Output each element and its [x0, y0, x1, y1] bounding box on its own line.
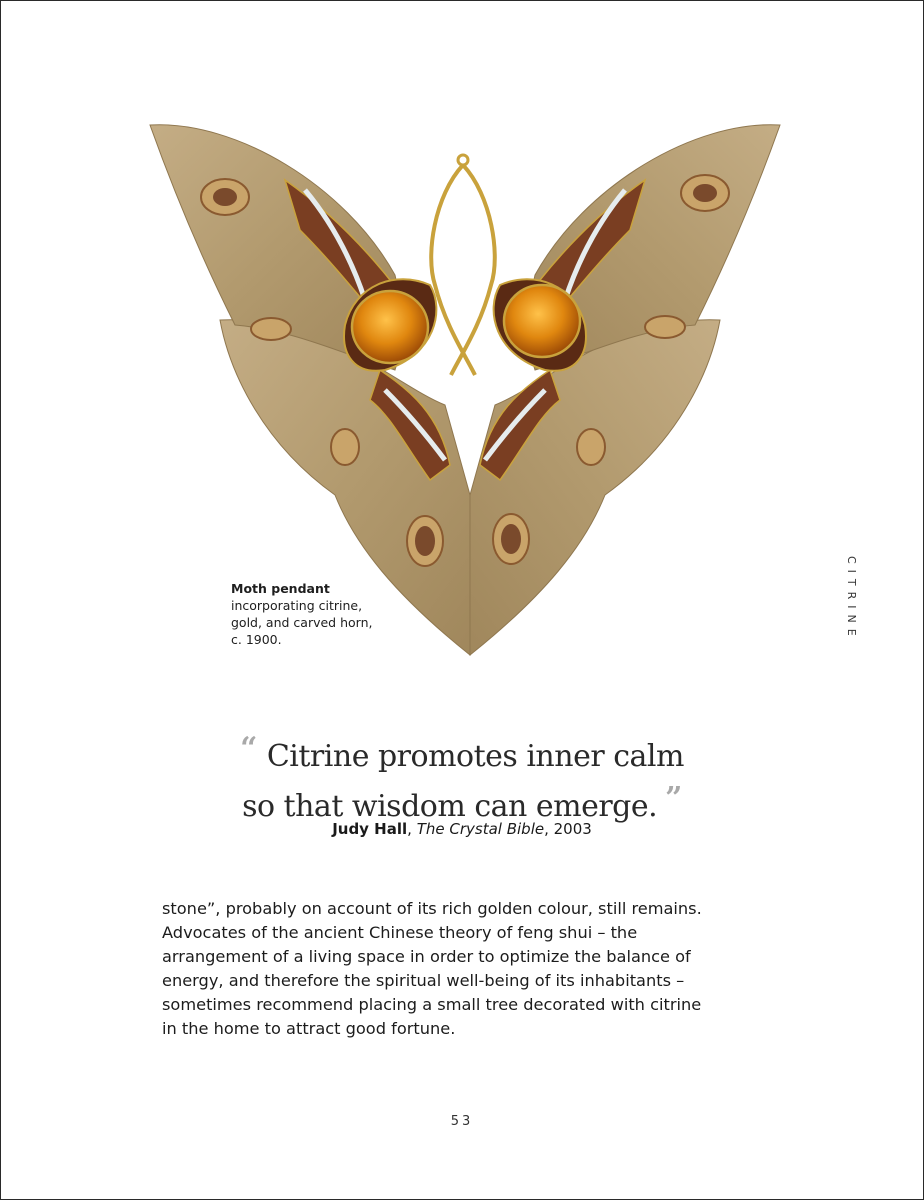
pull-quote — [200, 728, 724, 828]
quote-year: , 2003 — [544, 820, 592, 838]
quote-text-1: Citrine promotes inner calm — [266, 739, 684, 774]
chapter-side-label: CITRINE — [845, 556, 858, 642]
open-quote-mark: “ — [240, 731, 257, 766]
quote-line-1 — [200, 728, 724, 778]
body-paragraph — [162, 897, 772, 1041]
quote-author: Judy Hall — [332, 820, 408, 838]
moth-pendant-image — [145, 115, 785, 660]
body-line: in the home to attract good fortune. — [162, 1019, 456, 1038]
page-number: 53 — [450, 1114, 474, 1129]
caption-title: Moth pendant — [231, 581, 330, 596]
attribution-separator: , — [407, 820, 417, 838]
quote-attribution — [200, 820, 724, 838]
caption-body: incorporating citrine, gold, and carved horn, c. 1900. — [231, 598, 373, 647]
close-quote-mark: ” — [665, 781, 682, 816]
body-line: energy, and therefore the spiritual well-being of its inhabitants – — [162, 971, 685, 990]
quote-text-2: so that wisdom can emerge. — [242, 789, 658, 824]
body-line: sometimes recommend placing a small tree decorated with citrine — [162, 995, 702, 1014]
body-line: stone”, probably on account of its rich golden colour, still remains. — [162, 899, 702, 918]
body-line: arrangement of a living space in order to optimize the balance of — [162, 947, 691, 966]
body-line: Advocates of the ancient Chinese theory of feng shui – the — [162, 923, 638, 942]
quote-book-title: The Crystal Bible — [416, 820, 545, 838]
image-caption — [231, 580, 381, 648]
